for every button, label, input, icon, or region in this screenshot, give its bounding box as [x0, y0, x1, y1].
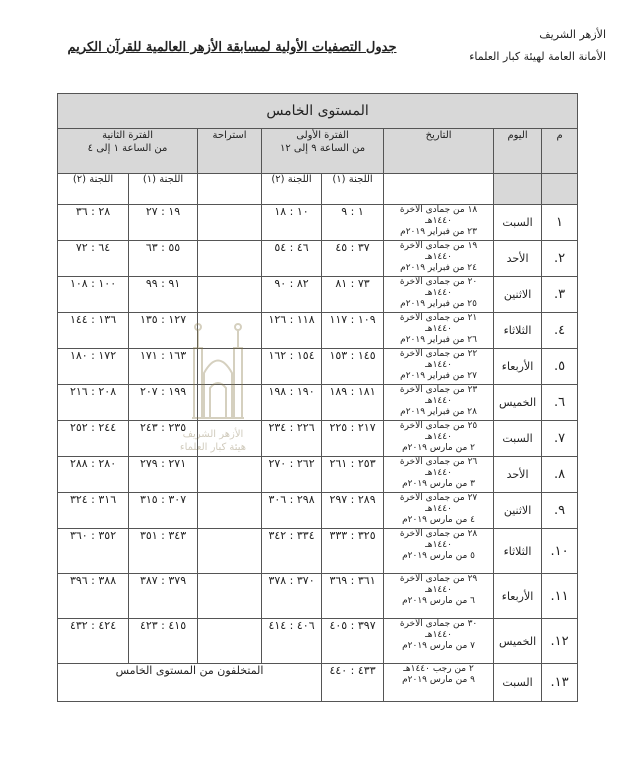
- row-date: [384, 241, 494, 277]
- row-date: [384, 574, 494, 619]
- date-line: ٢٩ من جمادى الآخرة: [399, 574, 478, 584]
- date-line: ١٤٤٠هـ: [425, 252, 452, 262]
- period-2-committee-2: ٢٤٤ : ٢٥٢: [58, 421, 129, 457]
- watermark-line-1: الأزهر الشريف: [182, 429, 244, 440]
- break-cell: [198, 529, 262, 574]
- break-cell: [198, 241, 262, 277]
- date-line: ٢٧ من فبراير ٢٠١٩م: [400, 371, 477, 381]
- period-1-committee-2: ٣٧٠ : ٣٧٨: [262, 574, 322, 619]
- late-participants-note: المتخلفون من المستوى الخامس: [58, 664, 322, 702]
- period-1-committee-2: ٤٦ : ٥٤: [262, 241, 322, 277]
- period-2-committee-1: ٢٣٥ : ٢٤٣: [129, 421, 198, 457]
- date-line: ١٤٤٠هـ: [425, 504, 452, 514]
- committee-1-label: اللجنة (١): [322, 174, 384, 205]
- table-row: [58, 421, 578, 457]
- table-row: [58, 205, 578, 241]
- row-number: ١٢.: [542, 619, 578, 664]
- table-row: [58, 385, 578, 421]
- row-number: ٦.: [542, 385, 578, 421]
- date-line: ٢٥ من جمادى الآخرة: [399, 421, 478, 431]
- row-day: السبت: [494, 664, 542, 702]
- date-line: ١٤٤٠هـ: [425, 216, 452, 226]
- azhar-watermark: [179, 318, 248, 478]
- date-line: ٢٠ من جمادى الآخرة: [399, 277, 478, 287]
- watermark-line-2: هيئة كبار العلماء: [179, 442, 247, 453]
- row-number: ١٠.: [542, 529, 578, 574]
- committee-2-label: اللجنة (٢): [262, 174, 322, 205]
- row-number: ٥.: [542, 349, 578, 385]
- period-1-committee-1: ٢٥٣ : ٢٦١: [322, 457, 384, 493]
- period-2-committee-2: ٢٠٨ : ٢١٦: [58, 385, 129, 421]
- period-1-committee-2: ١٩٠ : ١٩٨: [262, 385, 322, 421]
- date-line: ٥ من مارس ٢٠١٩م: [402, 551, 475, 561]
- row-number: ٢.: [542, 241, 578, 277]
- period-1-committee-1: ١ : ٩: [322, 205, 384, 241]
- period-2-committee-2: ١٠٠ : ١٠٨: [58, 277, 129, 313]
- date-line: ٢٢ من جمادى الآخرة: [399, 349, 478, 359]
- period-2-committee-1: ١٩ : ٢٧: [129, 205, 198, 241]
- period-2-committee-1: ١٢٧ : ١٣٥: [129, 313, 198, 349]
- period-2-committee-2: ٢٨ : ٣٦: [58, 205, 129, 241]
- table-row: [58, 277, 578, 313]
- period-1-committee-1: ٢٨٩ : ٢٩٧: [322, 493, 384, 529]
- date-line: ٢ من رجب ١٤٤٠هـ: [403, 664, 474, 674]
- row-date: [384, 457, 494, 493]
- row-day: الثلاثاء: [494, 313, 542, 349]
- date-line: ٣ من مارس ٢٠١٩م: [402, 479, 475, 489]
- header-day: اليوم: [494, 129, 542, 174]
- row-number: ٧.: [542, 421, 578, 457]
- row-date: [384, 385, 494, 421]
- row-day: الأحد: [494, 457, 542, 493]
- break-cell: [198, 277, 262, 313]
- period-2-committee-2: ١٣٦ : ١٤٤: [58, 313, 129, 349]
- row-day: الأربعاء: [494, 574, 542, 619]
- row-day: الاثنين: [494, 277, 542, 313]
- date-line: ١٩ من جمادى الآخرة: [399, 241, 478, 251]
- period-1-committee-2: ٨٢ : ٩٠: [262, 277, 322, 313]
- row-number: ٨.: [542, 457, 578, 493]
- period-1-committee-1: ٤٣٣ : ٤٤٠: [322, 664, 384, 702]
- org-name: الأزهر الشريف: [539, 28, 606, 41]
- date-line: ٩ من مارس ٢٠١٩م: [402, 675, 475, 685]
- document-title: جدول التصفيات الأولية لمسابقة الأزهر العالمية للقرآن الكريم: [67, 40, 397, 55]
- table-row: [58, 349, 578, 385]
- date-line: ٢٧ من جمادى الآخرة: [399, 493, 478, 503]
- period-2-committee-1: ٢٧١ : ٢٧٩: [129, 457, 198, 493]
- date-line: ٧ من مارس ٢٠١٩م: [402, 641, 475, 651]
- date-line: ٣٠ من جمادى الآخرة: [399, 619, 478, 629]
- header-date: التاريخ: [384, 129, 494, 174]
- row-number: ١٣.: [542, 664, 578, 702]
- period-1-title: الفترة الأولى: [296, 130, 349, 141]
- header-period-2: [58, 129, 198, 174]
- period-2-committee-1: ١٦٣ : ١٧١: [129, 349, 198, 385]
- period-1-committee-2: ١٠ : ١٨: [262, 205, 322, 241]
- date-line: ٢٦ من فبراير ٢٠١٩م: [400, 335, 477, 345]
- table-row: [58, 493, 578, 529]
- row-number: ٣.: [542, 277, 578, 313]
- break-cell: [198, 574, 262, 619]
- period-1-committee-1: ١٤٥ : ١٥٣: [322, 349, 384, 385]
- period-1-committee-1: ٢١٧ : ٢٢٥: [322, 421, 384, 457]
- row-date: [384, 313, 494, 349]
- period-2-committee-1: ٩١ : ٩٩: [129, 277, 198, 313]
- row-day: الخميس: [494, 619, 542, 664]
- header-break: استراحة: [198, 129, 262, 174]
- committee-cell-blank: [384, 174, 494, 205]
- date-line: ٢٨ من فبراير ٢٠١٩م: [400, 407, 477, 417]
- period-2-committee-2: ٣٨٨ : ٣٩٦: [58, 574, 129, 619]
- break-cell: [198, 619, 262, 664]
- period-2-committee-1: ٥٥ : ٦٣: [129, 241, 198, 277]
- period-1-committee-1: ٣٩٧ : ٤٠٥: [322, 619, 384, 664]
- header-period-1: [262, 129, 384, 174]
- date-line: ١٨ من جمادى الآخرة: [399, 205, 478, 215]
- level-heading: المستوى الخامس: [58, 94, 578, 129]
- date-line: ١٤٤٠هـ: [425, 324, 452, 334]
- date-line: ١٤٤٠هـ: [425, 585, 452, 595]
- date-line: ١٤٤٠هـ: [425, 432, 452, 442]
- date-line: ٤ من مارس ٢٠١٩م: [402, 515, 475, 525]
- row-day: الاثنين: [494, 493, 542, 529]
- date-line: ٢١ من جمادى الآخرة: [399, 313, 478, 323]
- row-number: ١١.: [542, 574, 578, 619]
- date-line: ٢٣ من فبراير ٢٠١٩م: [400, 227, 477, 237]
- date-line: ٢٦ من جمادى الآخرة: [399, 457, 478, 467]
- period-1-committee-2: ٢٩٨ : ٣٠٦: [262, 493, 322, 529]
- committee-1-label: اللجنة (١): [129, 174, 198, 205]
- date-line: ٦ من مارس ٢٠١٩م: [402, 596, 475, 606]
- period-1-committee-1: ٣٢٥ : ٣٣٣: [322, 529, 384, 574]
- row-number: ٩.: [542, 493, 578, 529]
- period-2-committee-1: ٣٠٧ : ٣١٥: [129, 493, 198, 529]
- date-line: ١٤٤٠هـ: [425, 396, 452, 406]
- break-cell: [198, 205, 262, 241]
- row-date: [384, 277, 494, 313]
- schedule-table: [57, 93, 578, 702]
- row-date: [384, 349, 494, 385]
- date-line: ١٤٤٠هـ: [425, 288, 452, 298]
- committee-cell-blank: [542, 174, 578, 205]
- period-1-committee-1: ١٠٩ : ١١٧: [322, 313, 384, 349]
- period-2-committee-2: ٦٤ : ٧٢: [58, 241, 129, 277]
- row-date: [384, 493, 494, 529]
- date-line: ٢٨ من جمادى الآخرة: [399, 529, 478, 539]
- row-day: السبت: [494, 421, 542, 457]
- date-line: ١٤٤٠هـ: [425, 540, 452, 550]
- period-1-committee-2: ١١٨ : ١٢٦: [262, 313, 322, 349]
- period-1-committee-1: ٣٧ : ٤٥: [322, 241, 384, 277]
- date-line: ٢ من مارس ٢٠١٩م: [402, 443, 475, 453]
- committee-cell-blank: [198, 174, 262, 205]
- header-no: م: [542, 129, 578, 174]
- break-cell: [198, 493, 262, 529]
- period-2-committee-1: ٣٤٣ : ٣٥١: [129, 529, 198, 574]
- period-2-committee-1: ٣٧٩ : ٣٨٧: [129, 574, 198, 619]
- period-1-committee-2: ١٥٤ : ١٦٢: [262, 349, 322, 385]
- row-date: [384, 664, 494, 702]
- period-1-committee-1: ١٨١ : ١٨٩: [322, 385, 384, 421]
- row-number: ١: [542, 205, 578, 241]
- row-date: [384, 421, 494, 457]
- row-day: الثلاثاء: [494, 529, 542, 574]
- row-day: الخميس: [494, 385, 542, 421]
- table-row: [58, 574, 578, 619]
- mosque-emblem-icon: [188, 318, 248, 428]
- period-1-committee-2: ٢٢٦ : ٢٣٤: [262, 421, 322, 457]
- period-2-committee-1: ٤١٥ : ٤٢٣: [129, 619, 198, 664]
- table-row: [58, 313, 578, 349]
- table-row: [58, 457, 578, 493]
- period-2-committee-2: ١٧٢ : ١٨٠: [58, 349, 129, 385]
- period-1-time: من الساعة ٩ إلى ١٢: [279, 143, 366, 154]
- table-row: [58, 529, 578, 574]
- row-day: السبت: [494, 205, 542, 241]
- schedule-rows: [58, 205, 578, 702]
- date-line: ٢٥ من فبراير ٢٠١٩م: [400, 299, 477, 309]
- period-1-committee-1: ٣٦١ : ٣٦٩: [322, 574, 384, 619]
- period-1-committee-2: ٤٠٦ : ٤١٤: [262, 619, 322, 664]
- period-1-committee-1: ٧٣ : ٨١: [322, 277, 384, 313]
- period-2-title: الفترة الثانية: [102, 130, 153, 141]
- period-1-committee-2: ٣٣٤ : ٣٤٢: [262, 529, 322, 574]
- date-line: ١٤٤٠هـ: [425, 360, 452, 370]
- period-2-committee-2: ٤٢٤ : ٤٣٢: [58, 619, 129, 664]
- row-number: ٤.: [542, 313, 578, 349]
- secretariat-name: الأمانة العامة لهيئة كبار العلماء: [469, 50, 606, 63]
- date-line: ٢٤ من فبراير ٢٠١٩م: [400, 263, 477, 273]
- period-2-time: من الساعة ١ إلى ٤: [87, 143, 168, 154]
- date-line: ١٤٤٠هـ: [425, 468, 452, 478]
- table-row: [58, 241, 578, 277]
- table-row-last: [58, 664, 578, 702]
- period-2-committee-2: ٣٥٢ : ٣٦٠: [58, 529, 129, 574]
- row-date: [384, 529, 494, 574]
- row-date: [384, 619, 494, 664]
- period-2-committee-2: ٢٨٠ : ٢٨٨: [58, 457, 129, 493]
- table-row: [58, 619, 578, 664]
- row-date: [384, 205, 494, 241]
- row-day: الأربعاء: [494, 349, 542, 385]
- date-line: ٢٣ من جمادى الآخرة: [399, 385, 478, 395]
- period-1-committee-2: ٢٦٢ : ٢٧٠: [262, 457, 322, 493]
- row-day: الأحد: [494, 241, 542, 277]
- period-2-committee-2: ٣١٦ : ٣٢٤: [58, 493, 129, 529]
- committee-2-label: اللجنة (٢): [58, 174, 129, 205]
- committee-cell-blank: [494, 174, 542, 205]
- period-2-committee-1: ١٩٩ : ٢٠٧: [129, 385, 198, 421]
- date-line: ١٤٤٠هـ: [425, 630, 452, 640]
